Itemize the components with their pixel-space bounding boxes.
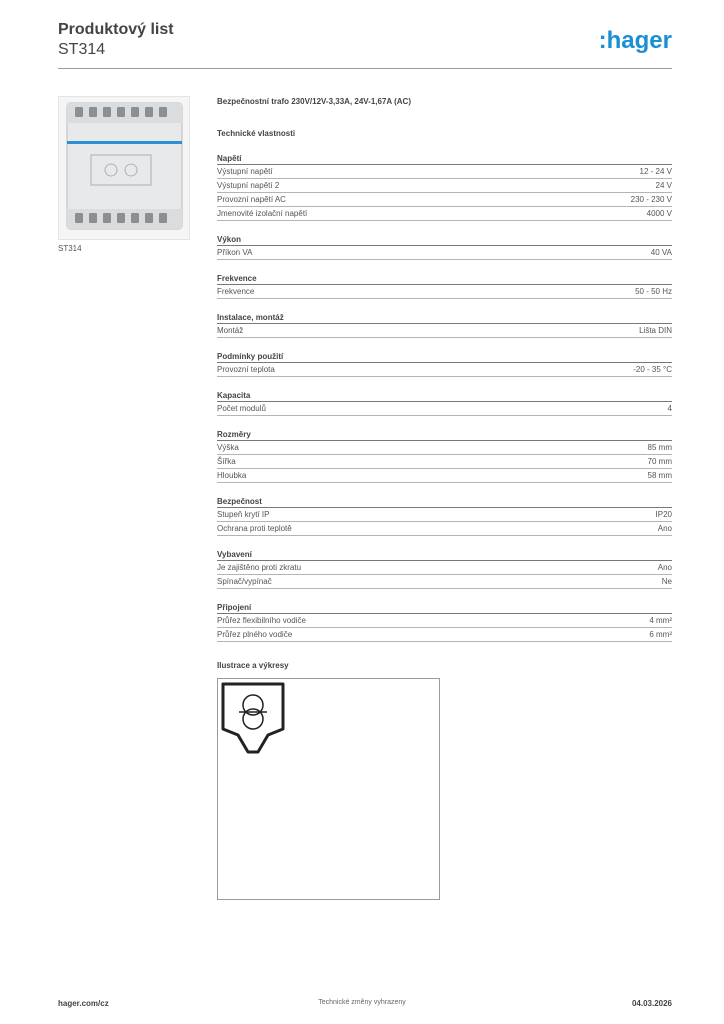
property-value: 85 mm (647, 443, 672, 452)
group-title: Bezpečnost (217, 496, 672, 508)
property-label: Ochrana proti teplotě (217, 524, 292, 533)
property-label: Montáž (217, 326, 244, 335)
product-image (58, 96, 190, 240)
group-title: Frekvence (217, 273, 672, 285)
property-value: 4 mm² (649, 616, 672, 625)
property-row (217, 363, 672, 377)
group-title: Napětí (217, 153, 672, 165)
group-title: Instalace, montáž (217, 312, 672, 324)
group-title: Rozměry (217, 429, 672, 441)
property-value: Ano (657, 563, 672, 572)
property-label: Stupeň krytí IP (217, 510, 270, 519)
footer-note: Technické změny vyhrazeny (318, 999, 406, 1006)
property-value: 4000 V (646, 209, 672, 218)
property-label: Hloubka (217, 471, 247, 480)
property-label: Výška (217, 443, 239, 452)
property-value: Ano (657, 524, 672, 533)
property-value: Ne (661, 577, 672, 586)
group-title: Připojení (217, 602, 672, 614)
property-label: Výstupní napětí 2 (217, 181, 280, 190)
property-label: Provozní teplota (217, 365, 275, 374)
group-title: Kapacita (217, 390, 672, 402)
property-row (217, 575, 672, 589)
property-label: Frekvence (217, 287, 255, 296)
property-label: Je zajištěno proti zkratu (217, 563, 302, 572)
property-value: 24 V (655, 181, 672, 190)
safety-transformer-shield-icon (220, 681, 286, 755)
property-row (217, 469, 672, 483)
product-content (217, 96, 672, 900)
property-row (217, 614, 672, 628)
property-row (217, 324, 672, 338)
property-row (217, 193, 672, 207)
property-row (217, 508, 672, 522)
property-value: -20 - 35 °C (633, 365, 672, 374)
property-value: 4 (667, 404, 672, 413)
property-value: Lišta DIN (639, 326, 672, 335)
footer-date: 04.03.2026 (631, 999, 672, 1008)
property-value: 58 mm (647, 471, 672, 480)
product-description: Bezpečnostní trafo 230V/12V-3,33A, 24V-1,67A (AC) (217, 97, 411, 106)
product-image-caption: ST314 (58, 244, 82, 253)
property-value: 230 - 230 V (630, 195, 672, 204)
property-row (217, 402, 672, 416)
transformer-device-illustration (59, 97, 189, 239)
property-row (217, 441, 672, 455)
property-value: 70 mm (647, 457, 672, 466)
page-title: Produktový list (58, 21, 174, 38)
property-row (217, 165, 672, 179)
property-group (217, 549, 672, 589)
property-group (217, 312, 672, 338)
property-row (217, 246, 672, 260)
property-row (217, 455, 672, 469)
property-row (217, 179, 672, 193)
property-label: Příkon VA (217, 248, 253, 257)
footer-website[interactable]: hager.com/cz (58, 999, 109, 1008)
page-header (58, 20, 672, 68)
property-label: Průřez flexibilního vodiče (217, 616, 306, 625)
property-row (217, 207, 672, 221)
property-group (217, 390, 672, 416)
property-label: Šířka (217, 457, 236, 466)
logo-text: :hager (598, 28, 672, 54)
header-divider (58, 68, 672, 69)
product-code: ST314 (58, 41, 106, 58)
property-label: Počet modulů (217, 404, 266, 413)
property-value: 50 - 50 Hz (635, 287, 672, 296)
property-group (217, 153, 672, 221)
property-row (217, 561, 672, 575)
property-group (217, 234, 672, 260)
property-row (217, 522, 672, 536)
property-group (217, 496, 672, 536)
property-group (217, 602, 672, 642)
property-row (217, 285, 672, 299)
property-group (217, 273, 672, 299)
property-group (217, 429, 672, 483)
property-label: Výstupní napětí (217, 167, 273, 176)
property-value: IP20 (655, 510, 672, 519)
property-label: Průřez plného vodiče (217, 630, 293, 639)
section-heading: Technické vlastnosti (217, 129, 296, 138)
property-value: 40 VA (650, 248, 672, 257)
group-title: Podmínky použití (217, 351, 672, 363)
illustrations-box (217, 678, 440, 900)
property-label: Jmenovité izolační napětí (217, 209, 308, 218)
property-value: 12 - 24 V (639, 167, 672, 176)
property-label: Provozní napětí AC (217, 195, 286, 204)
group-title: Výkon (217, 234, 672, 246)
property-label: Spínač/vypínač (217, 577, 272, 586)
property-groups (217, 153, 672, 642)
property-row (217, 628, 672, 642)
group-title: Vybavení (217, 549, 672, 561)
property-value: 6 mm² (649, 630, 672, 639)
property-group (217, 351, 672, 377)
illustrations-heading: Ilustrace a výkresy (217, 661, 289, 670)
hager-logo (588, 28, 672, 54)
